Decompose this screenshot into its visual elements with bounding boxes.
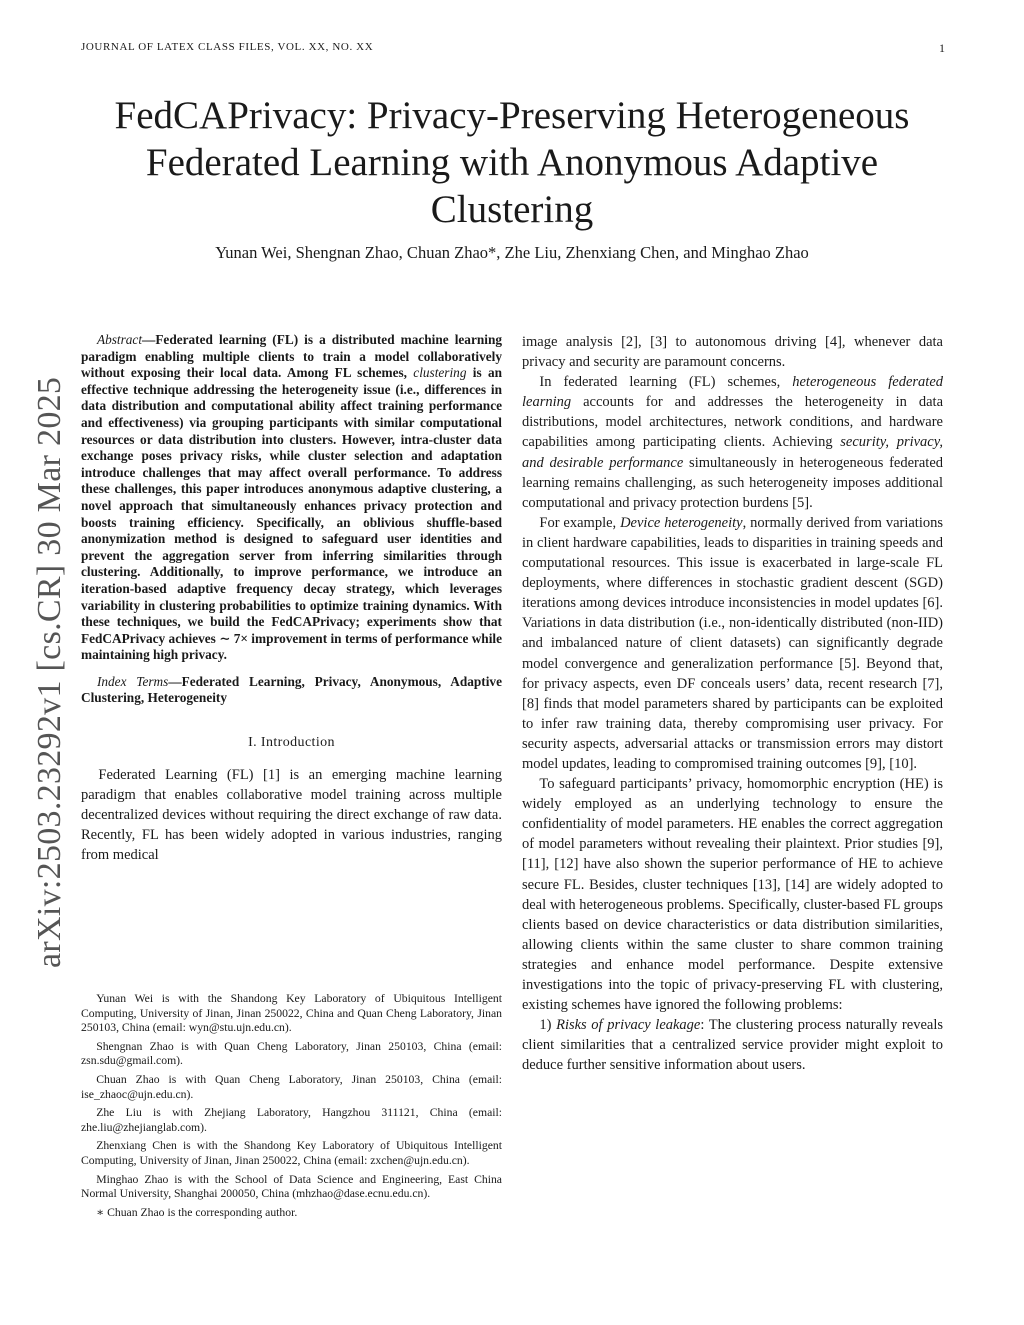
right-paragraph-3: To safeguard participants’ privacy, homomorphic encryption (HE) is widely employed as an underlying technology to ensure the confidentiality of model parameters. HE enables the correct aggregation of model parameters without revealing their plaintext. Prior studies [9], [11], [12] have also shown the superior performance of HE to achieve secure FL. Besides, cluster techniques [13], [14] are widely adopted to deal with heterogeneous problems. Specifically, cluster-based FL groups clients based on device characteristics or data distribution similarities, allowing clients within the same cluster to share common training strategies and enhance model performance. Despite extensive investigations into the topic of privacy-preserving FL with clustering, existing schemes have ignored the following problems:: [522, 776, 943, 1014]
left-column: [81, 332, 502, 866]
footnote-2: Shengnan Zhao is with Quan Cheng Laboratory, Jinan 250103, China (email: zsn.sdu@gmail.com).: [81, 1039, 502, 1068]
right-paragraph-1-text-c: simultaneously in heterogeneous federated learning remains challenging, as such heterogeneity imposes additional computational and privacy protection burdens [5].: [522, 454, 944, 511]
right-paragraph-1-emph-b: security, privacy, and desirable performance: [522, 434, 943, 471]
right-paragraph-2-text-b: , normally derived from variations in client hardware capabilities, leads to disparities in training speeds and computational resources. This issue is exacerbated in large-scale FL deployments, where differences in stochastic gradient descent (SGD) iterations among devices introduce inconsistencies in model updates [6]. Variations in data distribution (i.e., non-identically distributed (non-IID) and imbalanced nature of client datasets) can significantly degrade model convergence and generalization performance [5]. Beyond that, for privacy aspects, even DF conceals users’ data, recent research [7], [8] finds that model parameters shared by participants can be exploited to infer raw training data, thereby compromising user privacy. For security aspects, adversarial attacks or transmission errors may distort model updates, leading to compromised training outcomes [9], [10].: [522, 514, 943, 772]
abstract-dash: —: [142, 332, 156, 347]
footnote-1: Yunan Wei is with the Shandong Key Laboratory of Ubiquitous Intelligent Computing, University of Jinan, Jinan 250022, China and Quan Cheng Laboratory, Jinan 250103, China (email: wyn@stu.ujn.edu.cn).: [81, 992, 502, 1035]
right-paragraph-1-emph-a: heterogeneous federated learning: [522, 374, 944, 411]
abstract-text-2: is an effective technique addressing the heterogeneity issue (i.e., differences in data distribution and computational ability affect training performance and effectiveness) via grouping participants with similar computational resources or data distribution into clusters. However, intra-cluster data exchange poses privacy risks, while cluster selection and adaptation introduce challenges that may affect overall performance. To address these challenges, this paper introduces anonymous adaptive clustering, a novel approach that simultaneously enhances privacy protection and boosts training efficiency. Specifically, an oblivious shuffle-based anonymization method is designed to safeguard user identities and prevent the aggregation server from inferring similarities through clustering. Additionally, to improve performance, we introduce an iteration-based adaptive frequency decay strategy, which leverages variability in clustering probabilities to optimize training dynamics. With these techniques, we build the FedCAPrivacy; experiments show that FedCAPrivacy achieves ∼ 7× improvement in terms of performance while maintaining high privacy.: [81, 365, 502, 663]
right-paragraph-1: [522, 372, 943, 513]
index-terms-text: Federated Learning, Privacy, Anonymous, Adaptive Clustering, Heterogeneity: [81, 673, 502, 706]
right-paragraph-2: [522, 513, 943, 774]
list-item-1-emph: Risks of privacy leakage: [556, 1017, 701, 1034]
index-terms-label: Index Terms: [96, 673, 169, 689]
footnote-7: ∗ Chuan Zhao is the corresponding author.: [96, 1205, 298, 1219]
right-paragraph-1-text-b: accounts for and addresses the heterogeneity in data distributions, model architectures, network conditions, and hardware capabilities among participating clients. Achieving: [522, 394, 944, 451]
abstract-label: Abstract: [96, 332, 143, 347]
paper-title: FedCAPrivacy: Privacy-Preserving Heterogeneous Federated Learning with Anonymous Adaptive Clustering: [114, 94, 910, 231]
abstract: [81, 332, 502, 664]
index-terms-dash: —: [168, 673, 182, 689]
footnote-4: Zhe Liu is with Zhejiang Laboratory, Hangzhou 311121, China (email: zhe.liu@zhejianglab.com).: [81, 1106, 502, 1134]
footnote-3: Chuan Zhao is with Quan Cheng Laboratory, Jinan 250103, China (email: ise_zhaoc@ujn.edu.cn).: [81, 1072, 502, 1101]
running-head: JOURNAL OF LATEX CLASS FILES, VOL. XX, NO. XX: [81, 41, 374, 53]
right-paragraph-0: image analysis [2], [3] to autonomous driving [4], whenever data privacy and security are paramount concerns.: [522, 334, 943, 371]
list-item-1: [522, 1015, 943, 1075]
index-terms: [81, 674, 502, 707]
right-paragraph-2-text-a: For example,: [539, 514, 617, 531]
footnote-6: Minghao Zhao is with the School of Data Science and Engineering, East China Normal University, Shanghai 200050, China (mhzhao@dase.ecnu.edu.cn).: [81, 1172, 502, 1201]
author-footnotes: [81, 992, 502, 1224]
footnote-5: Zhenxiang Chen is with the Shandong Key Laboratory of Ubiquitous Intelligent Computing, University of Jinan, Jinan 250022, China (email: zxchen@ujn.edu.cn).: [81, 1139, 502, 1167]
list-item-1-text: : The clustering process naturally reveals client similarities that a centralized service provider might exploit to deduce further sensitive information about users.: [522, 1017, 943, 1074]
author-list: Yunan Wei, Shengnan Zhao, Chuan Zhao*, Zhe Liu, Zhenxiang Chen, and Minghao Zhao: [215, 243, 809, 262]
abstract-emph-clustering: clustering: [413, 365, 467, 381]
intro-paragraph-1: Federated Learning (FL) [1] is an emerging machine learning paradigm that enables collaborative model training across multiple decentralized devices without requiring the direct exchange of raw data. Recently, FL has been widely adopted in various industries, ranging from medical: [81, 767, 502, 864]
page-number: 1: [939, 41, 945, 55]
abstract-text-1: Federated learning (FL) is a distributed machine learning paradigm enabling multiple clients to train a model collaboratively without exposing their local data. Among FL schemes,: [81, 332, 502, 381]
arxiv-identifier-stamp: arXiv:2503.23292v1 [cs.CR] 30 Mar 2025: [31, 376, 68, 968]
right-paragraph-2-emph: Device heterogeneity: [620, 514, 743, 531]
right-column: [522, 332, 943, 1075]
list-item-1-number: 1): [539, 1017, 552, 1034]
right-paragraph-1-text-a: In federated learning (FL) schemes,: [539, 374, 781, 391]
section-heading-introduction: I. Introduction: [248, 735, 335, 751]
